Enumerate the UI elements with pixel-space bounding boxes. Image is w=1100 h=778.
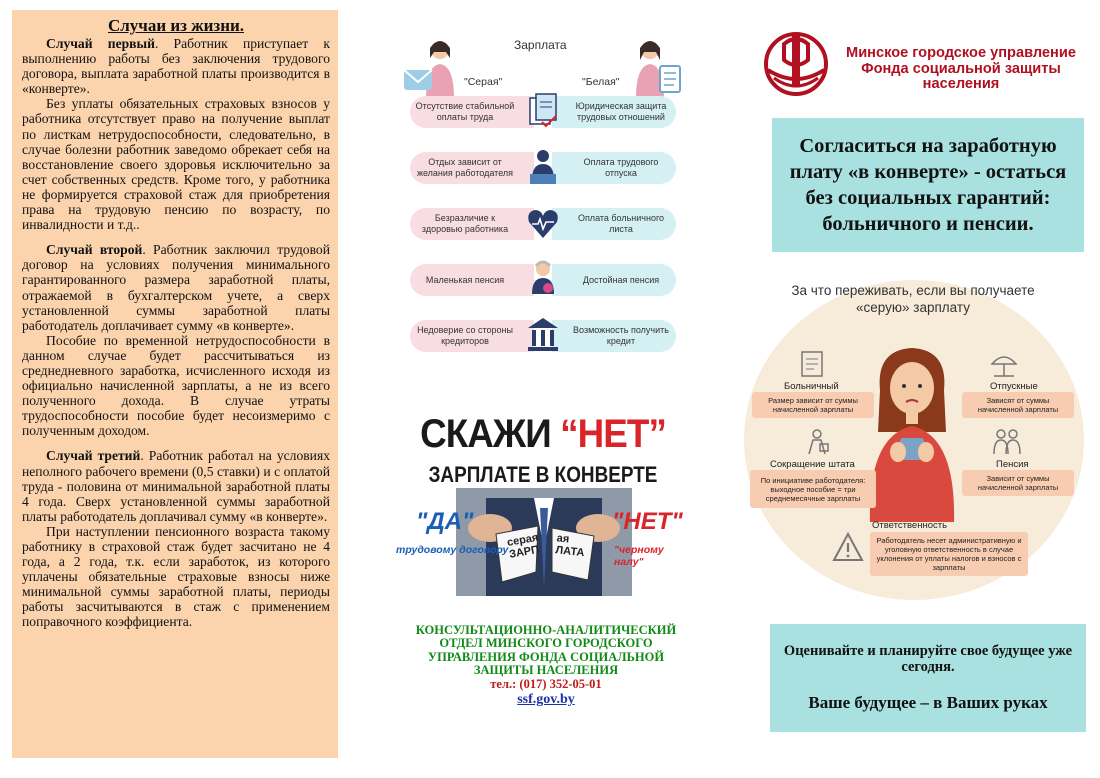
white-point: Оплата больничного листа	[552, 208, 676, 240]
poster-yes-caption: трудовому договору	[396, 544, 509, 556]
life-cases-panel	[12, 10, 338, 758]
responsibility-label: Ответственность	[872, 520, 948, 531]
white-point: Достойная пенсия	[552, 264, 676, 296]
case1-paragraph	[22, 36, 330, 96]
say-no-poster	[396, 384, 690, 596]
sick-leave-note: Размер зависит от суммы начисленной зарплаты	[752, 392, 874, 418]
grey-woman-icon	[400, 36, 456, 98]
case3-title: Случай третий	[46, 448, 141, 464]
contact-block	[398, 624, 694, 707]
case3-paragraph	[22, 448, 330, 523]
contact-line-4: ЗАЩИТЫ НАСЕЛЕНИЯ	[473, 662, 619, 677]
layoff-label: Сокращение штата	[770, 459, 855, 470]
future-advice: Оценивайте и планируйте свое будущее уже сегодня.	[783, 643, 1073, 675]
pensioner-icon	[524, 256, 562, 302]
vacation-note: Зависят от суммы начисленной зарплаты	[962, 392, 1074, 418]
document-icon	[800, 350, 824, 378]
infographic-row	[410, 320, 676, 352]
poster-headline-black: СКАЖИ	[420, 412, 551, 456]
paper-left-text: серая ЗАРП	[506, 531, 540, 561]
white-woman-icon	[624, 36, 686, 98]
contact-phone: тел.: (017) 352-05-01	[490, 677, 602, 692]
infographic-row	[410, 264, 676, 296]
salary-comparison-infographic	[398, 28, 688, 368]
org-logo-icon	[760, 30, 832, 100]
case1-title: Случай первый	[46, 36, 155, 51]
future-motto: Ваше будущее – в Ваших руках	[808, 693, 1048, 712]
case3-paragraph-2: При наступлении пенсионного возраста такому работнику в страховой стаж будет засчитано не 4 года, а 2 года, т.к. если заработок, из которого уплачены обязательные страховые взносы ниже минимальной суммы заработной платы, периоды работы засчитываются в стаж с применением поправочного коэффициента.	[22, 523, 330, 630]
grey-point: Недоверие со стороны кредиторов	[410, 320, 534, 352]
white-salary-label: "Белая"	[582, 76, 620, 88]
responsibility-note: Работодатель несет административную и уголовную ответственность в случае уклонения от уплаты налогов и взносов с зарплаты	[870, 532, 1028, 576]
pension-label: Пенсия	[996, 459, 1029, 470]
pension-note: Зависит от суммы начисленной зарплаты	[962, 470, 1074, 496]
case2-paragraph-2: Пособие по временной нетрудоспособности в данном случае будет рассчитываться из среднедневного заработка, исчисленного исходя из официально начисленной зарплаты, а не из всего полученного дохода. В случае утраты трудоспособности пособие будет несоизмеримо с полученным доходом.	[22, 332, 330, 439]
poster-no-caption: "черному налу"	[614, 544, 664, 568]
grey-point: Отдых зависит от желания работодателя	[410, 152, 534, 184]
white-point: Оплата трудового отпуска	[552, 152, 676, 184]
grey-point: Отсутствие стабильной оплаты труда	[410, 96, 534, 128]
warning-icon	[832, 532, 864, 562]
infographic-row	[410, 152, 676, 184]
poster-yes: "ДА"	[416, 508, 474, 535]
poster-no: "НЕТ"	[612, 508, 683, 535]
torn-paper-illustration	[456, 488, 632, 596]
grey-salary-risks-circle	[740, 262, 1086, 608]
case2-text: . Работник заключил трудовой договор на условиях получения минимального гарантированного размера заработной платы, отражаемой в бухгалтерском учете, а сверх установленной суммы заработной платы работодатель доплачивает сумму «в конверте».	[22, 242, 331, 333]
future-box	[770, 624, 1086, 732]
sick-leave-label: Больничный	[784, 381, 839, 392]
poster-headline-red: “НЕТ”	[560, 412, 666, 456]
grey-salary-label: "Серая"	[464, 76, 503, 88]
white-point: Юридическая защита трудовых отношений	[552, 96, 676, 128]
slogan-box: Согласиться на заработную плату «в конверте» - остаться без социальных гарантий: больничного и пенсии.	[772, 118, 1084, 252]
org-name: Минское городское управление Фонда социальной защиты населения	[846, 45, 1076, 92]
layoff-note: По инициативе работодателя: выходное пособие = три среднемесячные зарплаты	[750, 470, 876, 508]
contact-line-3: УПРАВЛЕНИЯ ФОНДА СОЦИАЛЬНОЙ	[427, 649, 665, 664]
worried-woman-illustration	[862, 340, 962, 522]
infographic-row	[410, 96, 676, 128]
infographic-row	[410, 208, 676, 240]
case2-title: Случай второй	[46, 242, 143, 258]
infographic-title: Зарплата	[514, 38, 567, 52]
poster-headline	[408, 412, 678, 457]
case1-paragraph-2: Без уплаты обязательных страховых взносов у работника отсутствует право на получение выплат по листкам нетрудоспособности, следовательно, в случае болезни работник заведомо обрекает себя на восстановление своего здоровья исключительно за счет собственных средств. Кроме того, у работника не формируется страховой стаж для приобретения права на трудовую пенсию по возрасту, по инвалидности и т.д..	[22, 96, 330, 233]
white-point: Возможность получить кредит	[552, 320, 676, 352]
case2-paragraph	[22, 242, 330, 333]
website-link[interactable]: ssf.gov.by	[517, 692, 575, 708]
life-cases-heading: Случаи из жизни.	[107, 16, 245, 35]
beach-umbrella-icon	[990, 350, 1018, 378]
case3-text: . Работник работал на условиях неполного рабочего времени (0,5 ставки) и с оплатой труда - половина от минимальной заработной платы 4 года. Сверх установленной суммы заработной платы работодатель доплачивал сумму «в конверте».	[22, 448, 330, 524]
grey-point: Безразличие к здоровью работника	[410, 208, 534, 240]
elderly-couple-icon	[992, 428, 1022, 456]
paper-right-text: ая ЛАТА	[554, 532, 586, 560]
layoff-icon	[804, 428, 830, 456]
poster-subtitle: ЗАРПЛАТЕ В КОНВЕРТЕ	[428, 462, 658, 487]
worker-icon	[524, 144, 562, 190]
bank-icon	[524, 312, 562, 358]
contact-line-2: ОТДЕЛ МИНСКОГО ГОРОДСКОГО	[439, 636, 653, 651]
contact-line-1: КОНСУЛЬТАЦИОННО-АНАЛИТИЧЕСКИЙ	[415, 623, 677, 637]
documents-icon	[524, 88, 562, 134]
vacation-label: Отпускные	[990, 381, 1038, 392]
grey-point: Маленькая пенсия	[410, 264, 534, 296]
case1-text: . Работник приступает к выполнению работы без заключения трудового договора, выплата заработной платы производится в «конверте».	[22, 36, 330, 97]
heart-icon	[524, 200, 562, 246]
circle-title: За что переживать, если вы получаете «серую» зарплату	[791, 283, 1035, 315]
